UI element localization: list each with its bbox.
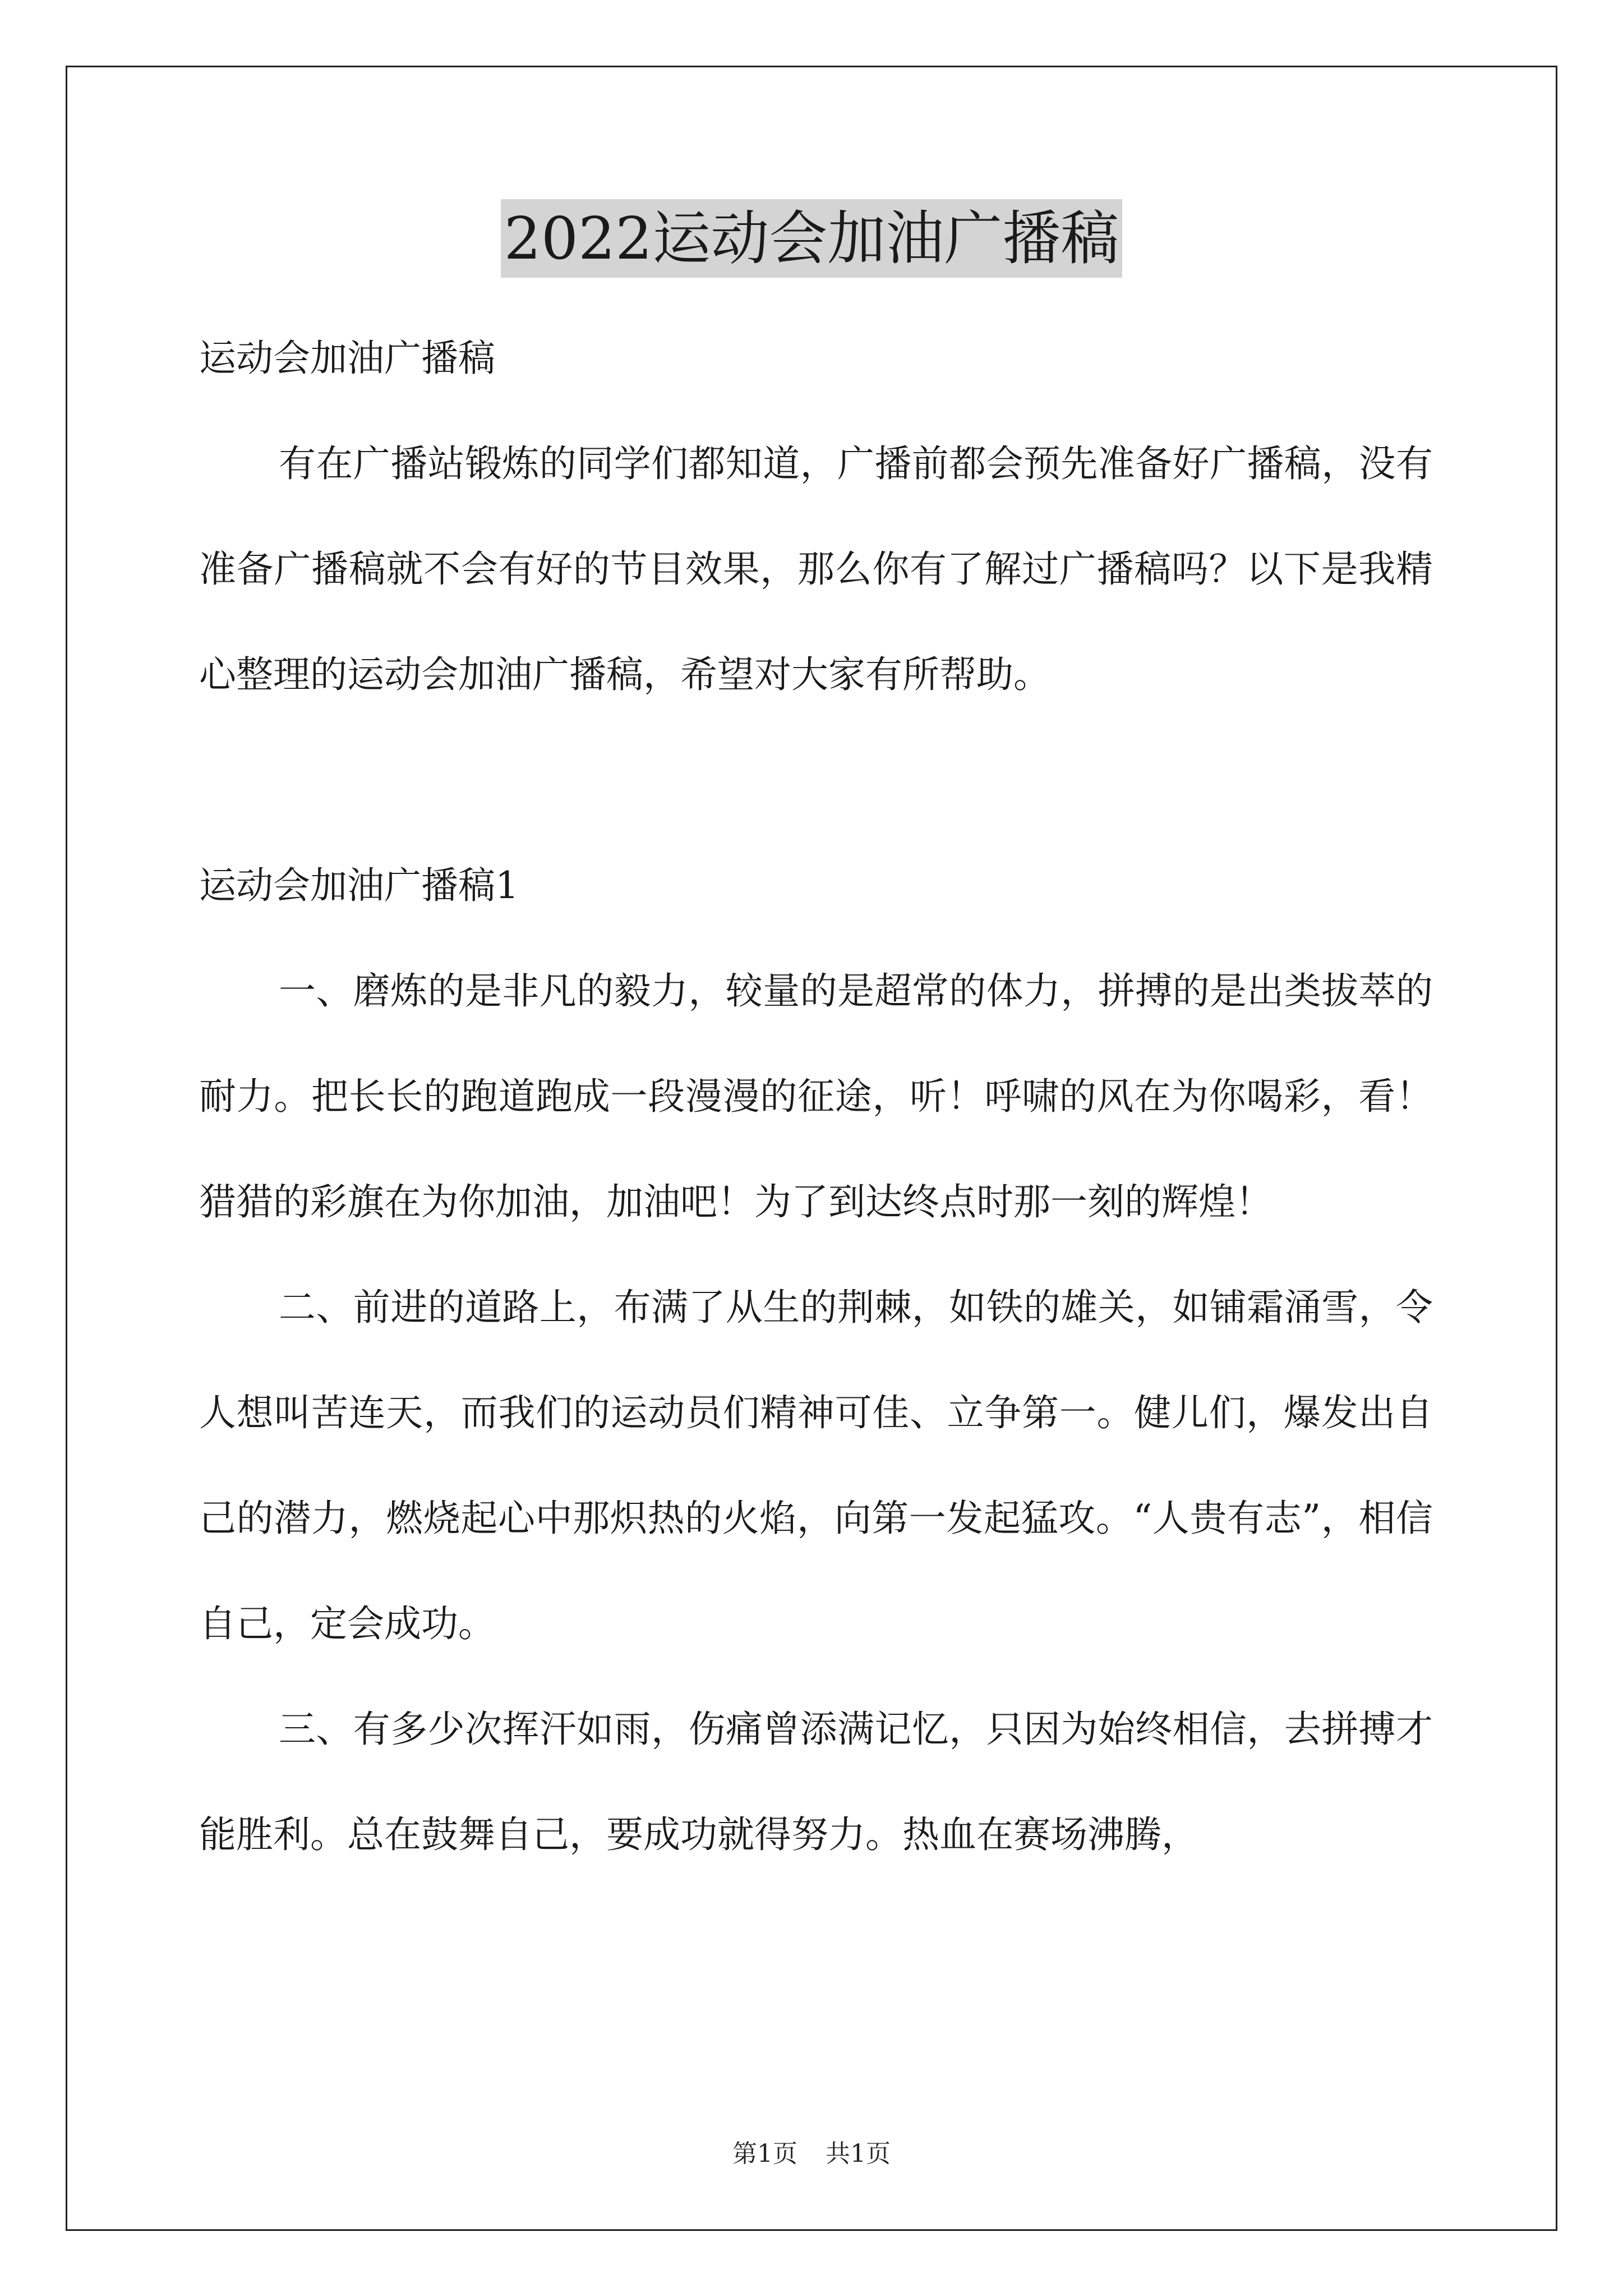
document-body [199,306,1433,1888]
subtitle-heading: 运动会加油广播稿 [199,337,495,380]
blank-line [199,728,1433,833]
paragraph-one: 一、磨炼的是非凡的毅力，较量的是超常的体力，拼搏的是出类拔萃的耐力。把长长的跑道跑成一段漫漫的征途，听！呼啸的风在为你喝彩，看！猎猎的彩旗在为你加油，加油吧！为了到达终点时那一刻的辉煌！ [199,969,1433,1223]
section-heading-1: 运动会加油广播稿1 [199,864,519,907]
title-wrapper [0,199,1623,278]
page-footer [0,2137,1623,2171]
document-title: 2022运动会加油广播稿 [501,199,1123,278]
paragraph-three: 三、有多少次挥汗如雨，伤痛曾添满记忆，只因为始终相信，去拼搏才能胜利。总在鼓舞自己，要成功就得努力。热血在赛场沸腾， [199,1708,1433,1856]
paragraph-two: 二、前进的道路上，布满了从生的荆棘，如铁的雄关，如铺霜涌雪，令人想叫苦连天，而我们的运动员们精神可佳、立争第一。健儿们，爆发出自己的潜力，燃烧起心中那炽热的火焰，向第一发起猛攻。“人贵有志”，相信自己，定会成功。 [199,1286,1433,1645]
page-number: 第1页 [732,2139,797,2168]
intro-paragraph: 有在广播站锻炼的同学们都知道，广播前都会预先准备好广播稿，没有准备广播稿就不会有好的节目效果，那么你有了解过广播稿吗？以下是我精心整理的运动会加油广播稿，希望对大家有所帮助。 [199,442,1433,696]
page-total: 共1页 [826,2139,891,2168]
